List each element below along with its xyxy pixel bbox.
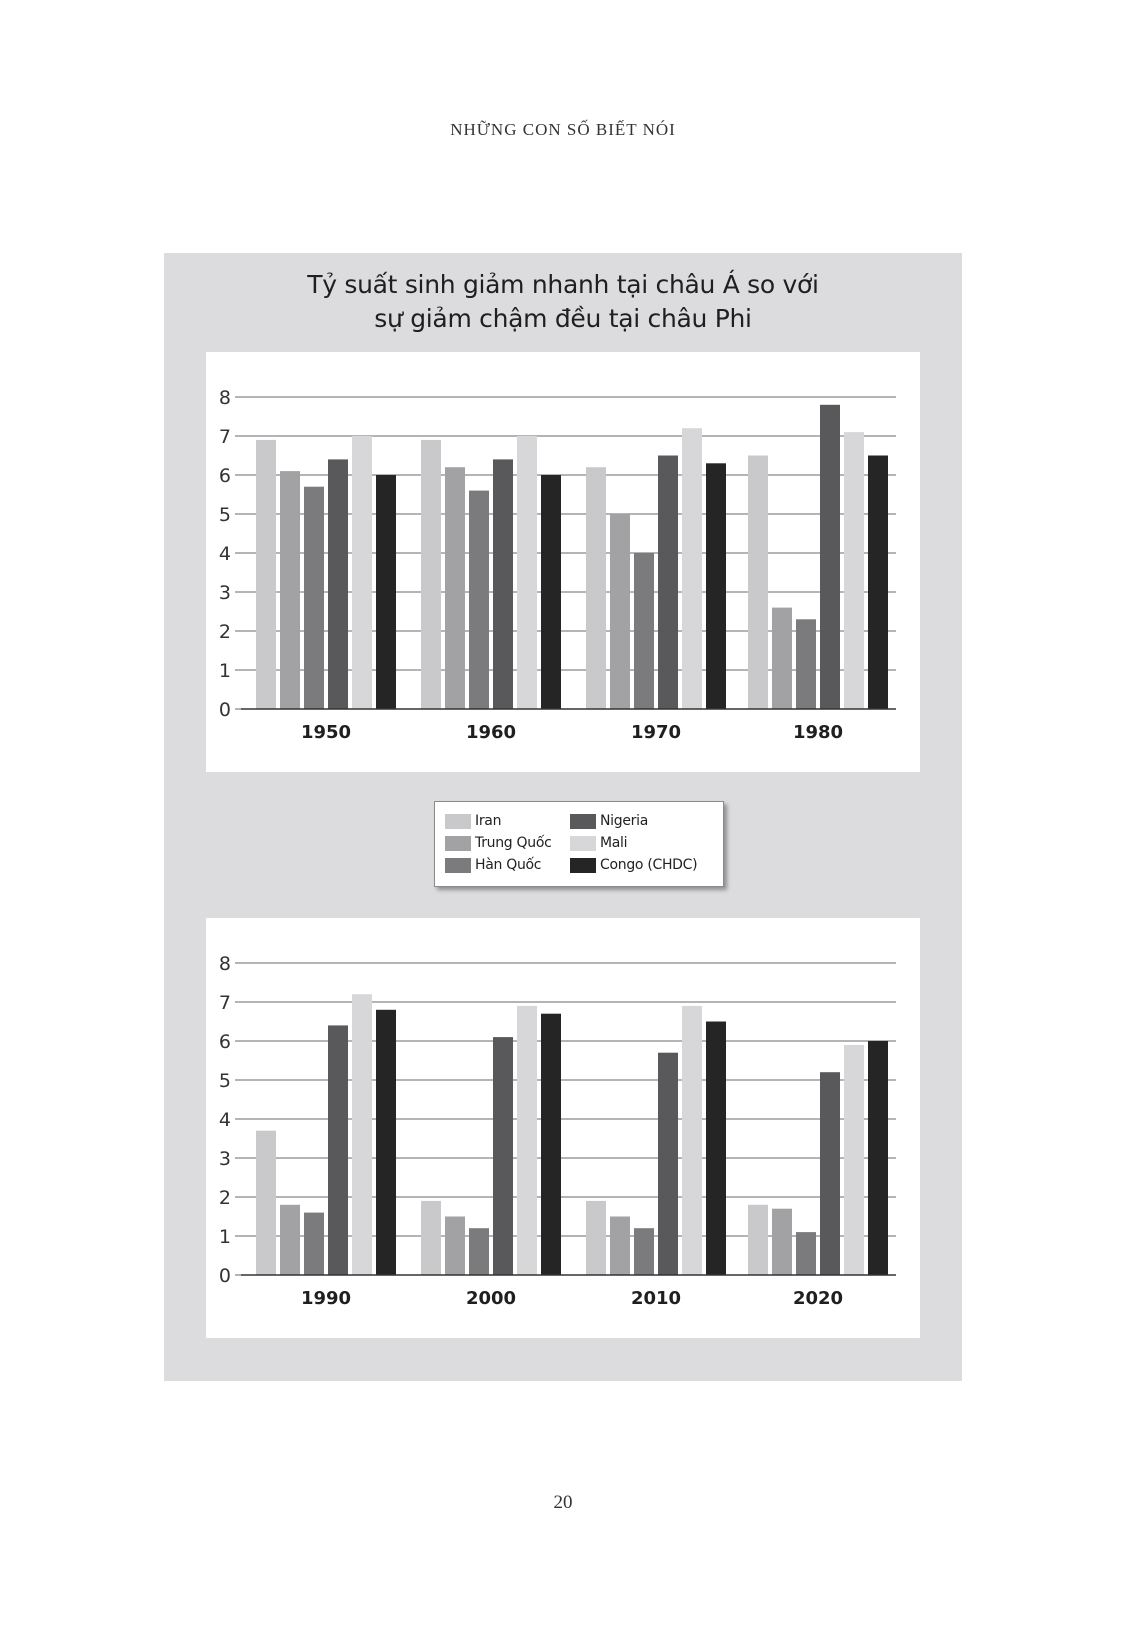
y-tick-label-6: 6 xyxy=(218,1031,231,1053)
y-tick-label-2: 2 xyxy=(218,1187,231,1209)
bar-1980-hàn-quốc xyxy=(796,619,816,709)
bar-1980-iran xyxy=(748,456,768,710)
x-tick-label-1980: 1980 xyxy=(792,722,844,743)
bar-2000-congo-chdc- xyxy=(541,1014,561,1275)
legend-label: Mali xyxy=(600,835,628,851)
bar-1960-nigeria xyxy=(493,459,513,709)
legend-swatch xyxy=(445,858,471,873)
bar-2000-mali xyxy=(517,1006,537,1275)
x-tick-label-2020: 2020 xyxy=(792,1288,844,1309)
bar-2000-trung-quốc xyxy=(445,1217,465,1276)
legend-swatch xyxy=(570,814,596,829)
x-tick-label-2000: 2000 xyxy=(465,1288,517,1309)
legend xyxy=(434,801,724,887)
y-tick-label-4: 4 xyxy=(218,543,231,565)
y-tick-label-4: 4 xyxy=(218,1109,231,1131)
bar-1990-trung-quốc xyxy=(280,1205,300,1275)
chart-title-line-1: Tỷ suất sinh giảm nhanh tại châu Á so với xyxy=(307,270,819,299)
bar-1970-mali xyxy=(682,428,702,709)
legend-entry-iran xyxy=(445,810,501,832)
bar-1960-hàn-quốc xyxy=(469,491,489,709)
legend-label: Congo (CHDC) xyxy=(600,857,698,873)
y-tick-label-5: 5 xyxy=(218,1070,231,1092)
legend-entry-nigeria xyxy=(570,810,648,832)
bar-1950-congo-chdc- xyxy=(376,475,396,709)
y-tick-label-1: 1 xyxy=(218,660,231,682)
y-tick-label-6: 6 xyxy=(218,465,231,487)
bar-2010-iran xyxy=(586,1201,606,1275)
x-tick-label-2010: 2010 xyxy=(630,1288,682,1309)
legend-label: Nigeria xyxy=(600,813,648,829)
legend-label: Trung Quốc xyxy=(475,835,552,851)
bar-1980-mali xyxy=(844,432,864,709)
legend-entry-congo-chdc- xyxy=(570,854,697,876)
bar-2010-trung-quốc xyxy=(610,1217,630,1276)
bar-2020-mali xyxy=(844,1045,864,1275)
x-tick-label-1990: 1990 xyxy=(300,1288,352,1309)
legend-entry-hàn-quốc xyxy=(445,854,541,876)
bar-1990-iran xyxy=(256,1131,276,1275)
chart-title-line-2: sự giảm chậm đều tại châu Phi xyxy=(374,304,752,333)
bar-1990-mali xyxy=(352,994,372,1275)
bar-1980-congo-chdc- xyxy=(868,456,888,710)
bar-2000-hàn-quốc xyxy=(469,1228,489,1275)
y-tick-label-3: 3 xyxy=(218,1148,231,1170)
y-tick-label-3: 3 xyxy=(218,582,231,604)
bar-1980-trung-quốc xyxy=(772,608,792,709)
bar-1970-trung-quốc xyxy=(610,514,630,709)
bar-1950-trung-quốc xyxy=(280,471,300,709)
bar-1960-iran xyxy=(421,440,441,709)
bar-2010-hàn-quốc xyxy=(634,1228,654,1275)
bar-1950-iran xyxy=(256,440,276,709)
bar-1990-congo-chdc- xyxy=(376,1010,396,1275)
page-number: 20 xyxy=(553,1492,573,1513)
bar-1950-nigeria xyxy=(328,459,348,709)
bar-1990-nigeria xyxy=(328,1025,348,1275)
bar-1960-congo-chdc- xyxy=(541,475,561,709)
y-tick-label-7: 7 xyxy=(218,426,231,448)
y-tick-label-1: 1 xyxy=(218,1226,231,1248)
bar-1970-congo-chdc- xyxy=(706,463,726,709)
bar-1970-nigeria xyxy=(658,456,678,710)
bar-2000-iran xyxy=(421,1201,441,1275)
legend-label: Iran xyxy=(475,813,502,829)
x-tick-label-1970: 1970 xyxy=(630,722,682,743)
bar-1990-hàn-quốc xyxy=(304,1213,324,1275)
bar-2010-nigeria xyxy=(658,1053,678,1275)
legend-swatch xyxy=(445,836,471,851)
chart-title xyxy=(164,268,962,336)
legend-entry-mali xyxy=(570,832,627,854)
bar-1950-mali xyxy=(352,436,372,709)
bar-1970-iran xyxy=(586,467,606,709)
bar-chart-top xyxy=(206,352,920,772)
bar-2010-mali xyxy=(682,1006,702,1275)
legend-label: Hàn Quốc xyxy=(475,857,542,873)
x-tick-label-1960: 1960 xyxy=(465,722,517,743)
legend-swatch xyxy=(445,814,471,829)
y-tick-label-5: 5 xyxy=(218,504,231,526)
y-tick-label-8: 8 xyxy=(218,953,231,975)
x-tick-label-1950: 1950 xyxy=(300,722,352,743)
legend-swatch xyxy=(570,836,596,851)
y-tick-label-8: 8 xyxy=(218,387,231,409)
plot-panel-bottom xyxy=(206,918,920,1338)
bar-chart-bottom xyxy=(206,918,920,1338)
bar-2020-hàn-quốc xyxy=(796,1232,816,1275)
bar-1980-nigeria xyxy=(820,405,840,709)
bar-1950-hàn-quốc xyxy=(304,487,324,709)
running-head: NHỮNG CON SỐ BIẾT NÓI xyxy=(450,120,676,139)
bar-2020-nigeria xyxy=(820,1072,840,1275)
bar-2020-iran xyxy=(748,1205,768,1275)
y-tick-label-0: 0 xyxy=(218,699,231,721)
bar-1960-mali xyxy=(517,436,537,709)
plot-panel-top xyxy=(206,352,920,772)
legend-swatch xyxy=(570,858,596,873)
chart-figure xyxy=(164,253,962,1381)
y-tick-label-0: 0 xyxy=(218,1265,231,1287)
bar-2020-congo-chdc- xyxy=(868,1041,888,1275)
y-tick-label-7: 7 xyxy=(218,992,231,1014)
bar-2000-nigeria xyxy=(493,1037,513,1275)
bar-1970-hàn-quốc xyxy=(634,553,654,709)
bar-2020-trung-quốc xyxy=(772,1209,792,1275)
bar-2010-congo-chdc- xyxy=(706,1022,726,1276)
bar-1960-trung-quốc xyxy=(445,467,465,709)
legend-entry-trung-quốc xyxy=(445,832,552,854)
y-tick-label-2: 2 xyxy=(218,621,231,643)
